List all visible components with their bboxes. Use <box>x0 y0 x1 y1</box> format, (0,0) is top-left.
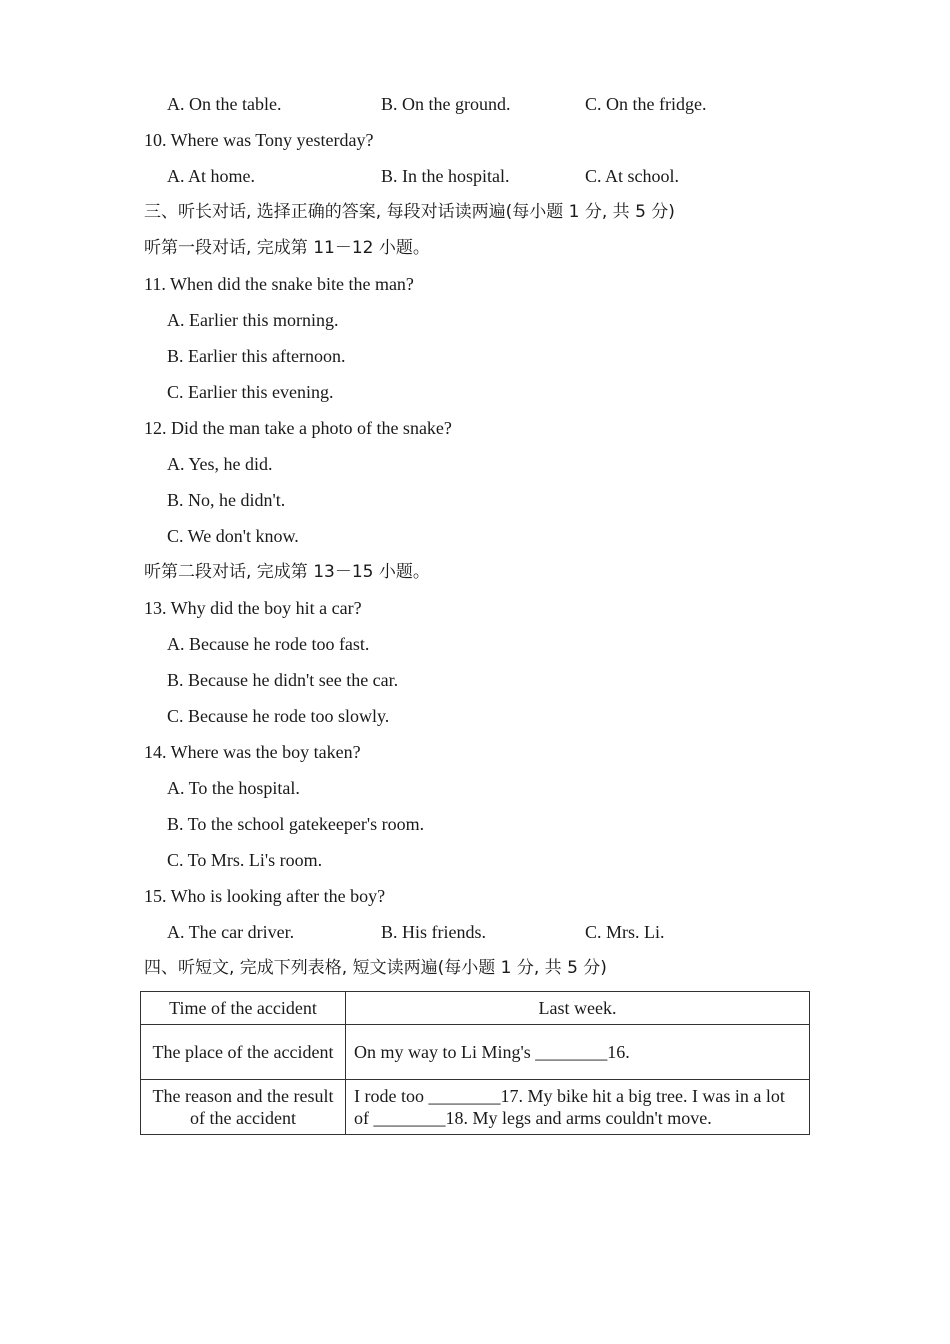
q12-question: 12. Did the man take a photo of the snake? <box>144 418 452 438</box>
q11-option-c: C. Earlier this evening. <box>167 382 334 402</box>
table-row <box>141 1080 810 1135</box>
q15-option-b: B. His friends. <box>381 922 486 942</box>
q10-question: 10. Where was Tony yesterday? <box>144 130 374 150</box>
section3-title: 三、听长对话, 选择正确的答案, 每段对话读两遍(每小题 1 分, 共 5 分) <box>144 202 675 222</box>
accident-table <box>140 991 810 1135</box>
q9-option-b: B. On the ground. <box>381 94 511 114</box>
table-label-time: Time of the accident <box>141 992 346 1025</box>
q13-option-c: C. Because he rode too slowly. <box>167 706 390 726</box>
q14-option-a: A. To the hospital. <box>167 778 300 798</box>
q9-option-a: A. On the table. <box>167 94 282 114</box>
q13-option-b: B. Because he didn't see the car. <box>167 670 399 690</box>
dialog2-instruction: 听第二段对话, 完成第 13－15 小题。 <box>144 562 430 582</box>
q15-option-a: A. The car driver. <box>167 922 295 942</box>
table-row <box>141 992 810 1025</box>
q12-option-a: A. Yes, he did. <box>167 454 273 474</box>
q12-option-c: C. We don't know. <box>167 526 299 546</box>
q13-option-a: A. Because he rode too fast. <box>167 634 370 654</box>
q10-option-b: B. In the hospital. <box>381 166 510 186</box>
q15-option-c: C. Mrs. Li. <box>585 922 665 942</box>
table-value-place: On my way to Li Ming's ________16. <box>346 1025 810 1080</box>
q11-option-b: B. Earlier this afternoon. <box>167 346 346 366</box>
q10-option-c: C. At school. <box>585 166 680 186</box>
table-row <box>141 1025 810 1080</box>
q14-option-b: B. To the school gatekeeper's room. <box>167 814 425 834</box>
q15-question: 15. Who is looking after the boy? <box>144 886 386 906</box>
table-label-place: The place of the accident <box>141 1025 346 1080</box>
q13-question: 13. Why did the boy hit a car? <box>144 598 362 618</box>
q9-option-c: C. On the fridge. <box>585 94 707 114</box>
dialog1-instruction: 听第一段对话, 完成第 11－12 小题。 <box>144 238 430 258</box>
q11-question: 11. When did the snake bite the man? <box>144 274 414 294</box>
q10-option-a: A. At home. <box>167 166 255 186</box>
q14-option-c: C. To Mrs. Li's room. <box>167 850 323 870</box>
table-value-time: Last week. <box>346 992 810 1025</box>
table-value-reason: I rode too ________17. My bike hit a big tree. I was in a lot of ________18. My legs and arms couldn't move. <box>346 1080 810 1135</box>
q11-option-a: A. Earlier this morning. <box>167 310 339 330</box>
table-label-reason: The reason and the result of the accident <box>141 1080 346 1135</box>
section4-title: 四、听短文, 完成下列表格, 短文读两遍(每小题 1 分, 共 5 分) <box>144 958 607 978</box>
q12-option-b: B. No, he didn't. <box>167 490 286 510</box>
q14-question: 14. Where was the boy taken? <box>144 742 361 762</box>
